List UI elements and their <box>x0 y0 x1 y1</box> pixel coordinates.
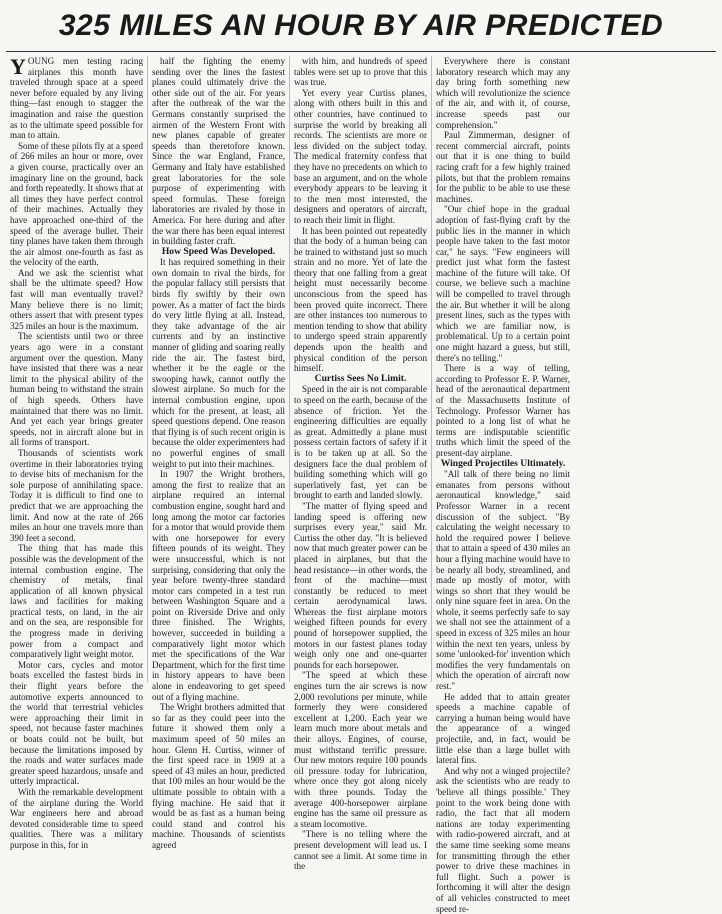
paragraph: In 1907 the Wright brothers, among the first to realize that an airplane required an internal combustion engine, sought hard and long among the motor car factories for a motor that would provide them with one horsepower for every fifteen pounds of its weight. They were unsuccessful, which is not surprising, considering that only the year before twenty-three standard motor cars competed in a test run between Washington Square and a point on Riverside Drive and only three finished. The Wrights, however, succeeded in building a comparatively light motor which met the specifications of the War Department, which for the first time in history appears to have been alone in endeavoring to get speed out of a flying machine. <box>152 469 285 702</box>
paragraph: Motor cars, cycles and motor boats excelled the fastest birds in their flight years before the automotive experts announced to the world that terrestrial vehicles were approaching their limit in speed, not because faster machines or boats could not be built, but because the limitations imposed by the roads and water surfaces made greater speed hazardous, unsafe and utterly impractical. <box>10 659 143 787</box>
column-1 <box>6 54 148 850</box>
paragraph: The thing that has made this possible was the development of the internal combustion engine. The chemistry of metals, final application of all known physical laws and facilities for making practical tests, on land, in the air and on the sea, are responsible for the progress made in deriving power from a compact and comparatively light weight motor. <box>10 543 143 660</box>
drop-cap: Y <box>10 54 26 79</box>
paragraph <box>10 56 143 141</box>
paragraph: He added that to attain greater speeds a machine capable of carrying a human being would have the appearance of a winged projectile, and, in fact, would be little else than a large bullet with lateral fins. <box>436 691 570 766</box>
article-columns <box>6 54 716 914</box>
paragraph: with him, and hundreds of speed tables were set up to prove that this was true. <box>294 56 427 88</box>
paragraph: Speed in the air is not comparable to speed on the earth, because of the absence of friction. Yet the engineering difficulties are equally as great. Admittedly a plane must possess certain factors of safety if it is to be taken up at all. So the designers face the dual problem of building something which will go superlatively fast, yet can be brought to earth and landed slowly. <box>294 384 427 501</box>
subhead-speed-developed: How Speed Was Developed. <box>161 245 276 257</box>
paragraph: Thousands of scientists work overtime in their laboratories trying to devise bits of mechanism for the sole purpose of annihilating space. Today it is difficult to find one to predict that we are approaching the limit. And now at the rate of 266 miles an hour one travels more than 390 feet a second. <box>10 447 143 543</box>
paragraph: "The speed at which these engines turn the air screws is now 2,000 revolutions per minute, while formerly they were considered excellent at 1,200. Each year we learn much more about metals and their alloys. Engines, of course, must withstand terrific pressure. Our new motors require 100 pounds oil pressure today for lubrication, where once they got along nicely with three pounds. Today the average 400-horsepower airplane engine has the same oil pressure as a steam locomotive. <box>294 670 427 829</box>
paragraph: And why not a winged projectile? ask the scientists who are ready to 'believe all things possible.' They point to the work being done with radio, the fact that all modern nations are today experimenting with radio-powered aircraft, and at the same time seeking some means for transmitting through the ether power to drive these machines in full flight. Such a power is forthcoming it will alter the design of all vehicles constructed to meet speed re- <box>436 765 570 914</box>
paragraph: With the remarkable development of the airplane during the World War engineers here and abroad devoted considerable time to speed qualities. There was a military purpose in this, for in <box>10 786 143 850</box>
paragraph: Paul Zimmerman, designer of recent commercial aircraft, points out that it is one thing to build racing craft for a few highly trained pilots, but that the problem remains for the public to be able to use these machines. <box>436 130 570 204</box>
paragraph: Yet every year Curtiss planes, along with others built in this and other countries, have continued to surprise the world by breaking all records. The scientists are more or less divided on the subject today. The medical fraternity confess that they have no precedents on which to base an argument, and on the whole everybody appears to be leaving it to the men most interested, the designers and operators of aircraft, to reach their limit in flight. <box>294 87 427 225</box>
paragraph: Everywhere there is constant laboratory research which may any day bring forth something new which will revolutionize the science of the air, and with it, of course, increase speeds past our comprehension." <box>436 56 570 130</box>
paragraph: It has required something in their own domain to rival the birds, for the popular fallacy still persists that birds fly swiftly by their own power. As a matter of fact the birds do very little flying at all. Instead, they take advantage of the air currents and by an instinctive manner of gliding and soaring really ride the air. The fastest bird, whether it be the eagle or the swooping hawk, cannot outfly the slowest airplane. So much for the internal combustion engine, upon which for the present, at least, all speed questions depend. One reason that flying is of such recent origin is because the older experimenters had no powerful engines of small weight to put into their machines. <box>152 257 285 469</box>
paragraph: Some of these pilots fly at a speed of 266 miles an hour or more, over a given course, practically over an imaginary line on the ground, back and forth repeatedly. It shows that at all times they have perfect control of their machines. Actually they have approached one-third of the speed of the average bullet. Their tiny planes have taken them through the air almost one-fourth as fast as the velocity of the earth. <box>10 140 143 268</box>
paragraph: The scientists until two or three years ago were in a constant argument over the question. Many have insisted that there was a near limit to the physical ability of the human being to withstand the strain of high speeds. Others have maintained that there was no limit. And yet each year brings greater speeds, not in aircraft alone but in all forms of transport. <box>10 331 143 448</box>
paragraph: There is a way of telling, according to Professor E. P. Warner, head of the aeronautical department of the Massachusetts Institute of Technology. Professor Warner has pointed to a long list of what he terms are indisputable scientific truths which limit the speed of the present-day airplane. <box>436 363 570 458</box>
paragraph: The Wright brothers admitted that so far as they could peer into the future it showed them only a maximum speed of 50 miles an hour. Glenn H. Curtiss, winner of the first speed race in 1909 at a speed of 43 miles an hour, predicted that 100 miles an hour would be the ultimate possible to obtain with a flying machine. He said that it would be as fast as a human being could stand and control his machine. Thousands of scientists agreed <box>152 702 285 850</box>
subhead-curtiss: Curtiss Sees No Limit. <box>314 372 407 384</box>
paragraph: "There is no telling where the present development will lead us. I cannot see a limit. At some time in the <box>294 829 427 872</box>
paragraph: And we ask the scientist what shall be the ultimate speed? How fast will man eventually travel? Many believe there is no limit; others assert that with present types 325 miles an hour is the maximum. <box>10 267 143 331</box>
column-4 <box>432 56 574 914</box>
paragraph: It has been pointed out repeatedly that the body of a human being can be trained to withstand just so much strain and no more. Yet of late the theory that one falling from a great height must necessarily become unconscious from the speed has been proved quite incorrect. There are other instances too numerous to mention tending to show that ability to undergo speed strain apparently depends upon the health and physical condition of the person himself. <box>294 225 427 374</box>
paragraph-text: OUNG men testing racing airplanes this month have traveled through space at a speed never before equaled by any living thing—fast enough to stagger the imagination and raise the question as to the ultimate speed possible for man to attain. <box>10 56 143 141</box>
headline: 325 MILES AN HOUR BY AIR PREDICTED <box>58 9 664 42</box>
paragraph: half the fighting the enemy sending over the lines the fastest planes could ultimately drive the other side out of the air. For years after the outbreak of the war the Germans constantly surprised the airmen of the Western Front with new planes capable of greater speeds than theretofore known. Since the war England, France, Germany and Italy have established great laboratories for the sole purpose of experimenting with speed formulas. These foreign laboratories are rivaled by those in America. For here during and after the war there has been equal interest in building faster craft. <box>152 56 285 247</box>
subhead-winged: Winged Projectiles Ultimately. <box>440 457 566 469</box>
paragraph: "All talk of there being no limit emanates from persons without aeronautical knowledge," said Professor Warner in a recent discussion of the subject. "By calculating the weight necessary to hold the required power I believe that to attain a speed of 430 miles an hour a flying machine would have to be nearly all body, streamlined, and made up mostly of motor, with wings so short that they would be only nine square feet in area. On the whole, it seems perfectly safe to say we shall not see the attainment of a speed in excess of 325 miles an hour within the next ten years, unless by some 'unlooked-for' invention which modifies the very fundamentals on which the operation of aircraft now rest." <box>436 469 570 692</box>
paragraph: "The matter of flying speed and landing speed is offering new surprises every year," said Mr. Curtiss the other day. "It is believed now that much greater power can be placed in airplanes, but that the head resistance—in other words, the front of the machine—must constantly be reduced to meet certain aerodynamical laws. Whereas the first airplane motors weighed fifteen pounds for every pound of horsepower supplied, the motors in our fastest planes today weigh only one and one-quarter pounds for each horsepower. <box>294 500 427 670</box>
column-3 <box>290 56 432 872</box>
column-2 <box>148 56 290 850</box>
paragraph: "Our chief hope in the gradual adoption of fast-flying craft by the public lies in the manner in which people have taken to the fast motor car," he says. "Few engineers will predict just what form the fastest machine of the future will take. Of course, we believe such a machine will be compelled to travel through the air. But whether it will be along present lines, such as the types with which we are familiar now, is problematical. Up to a certain point one might hazard a guess, but still, there's no telling." <box>436 204 570 363</box>
headline-rule <box>6 51 716 52</box>
